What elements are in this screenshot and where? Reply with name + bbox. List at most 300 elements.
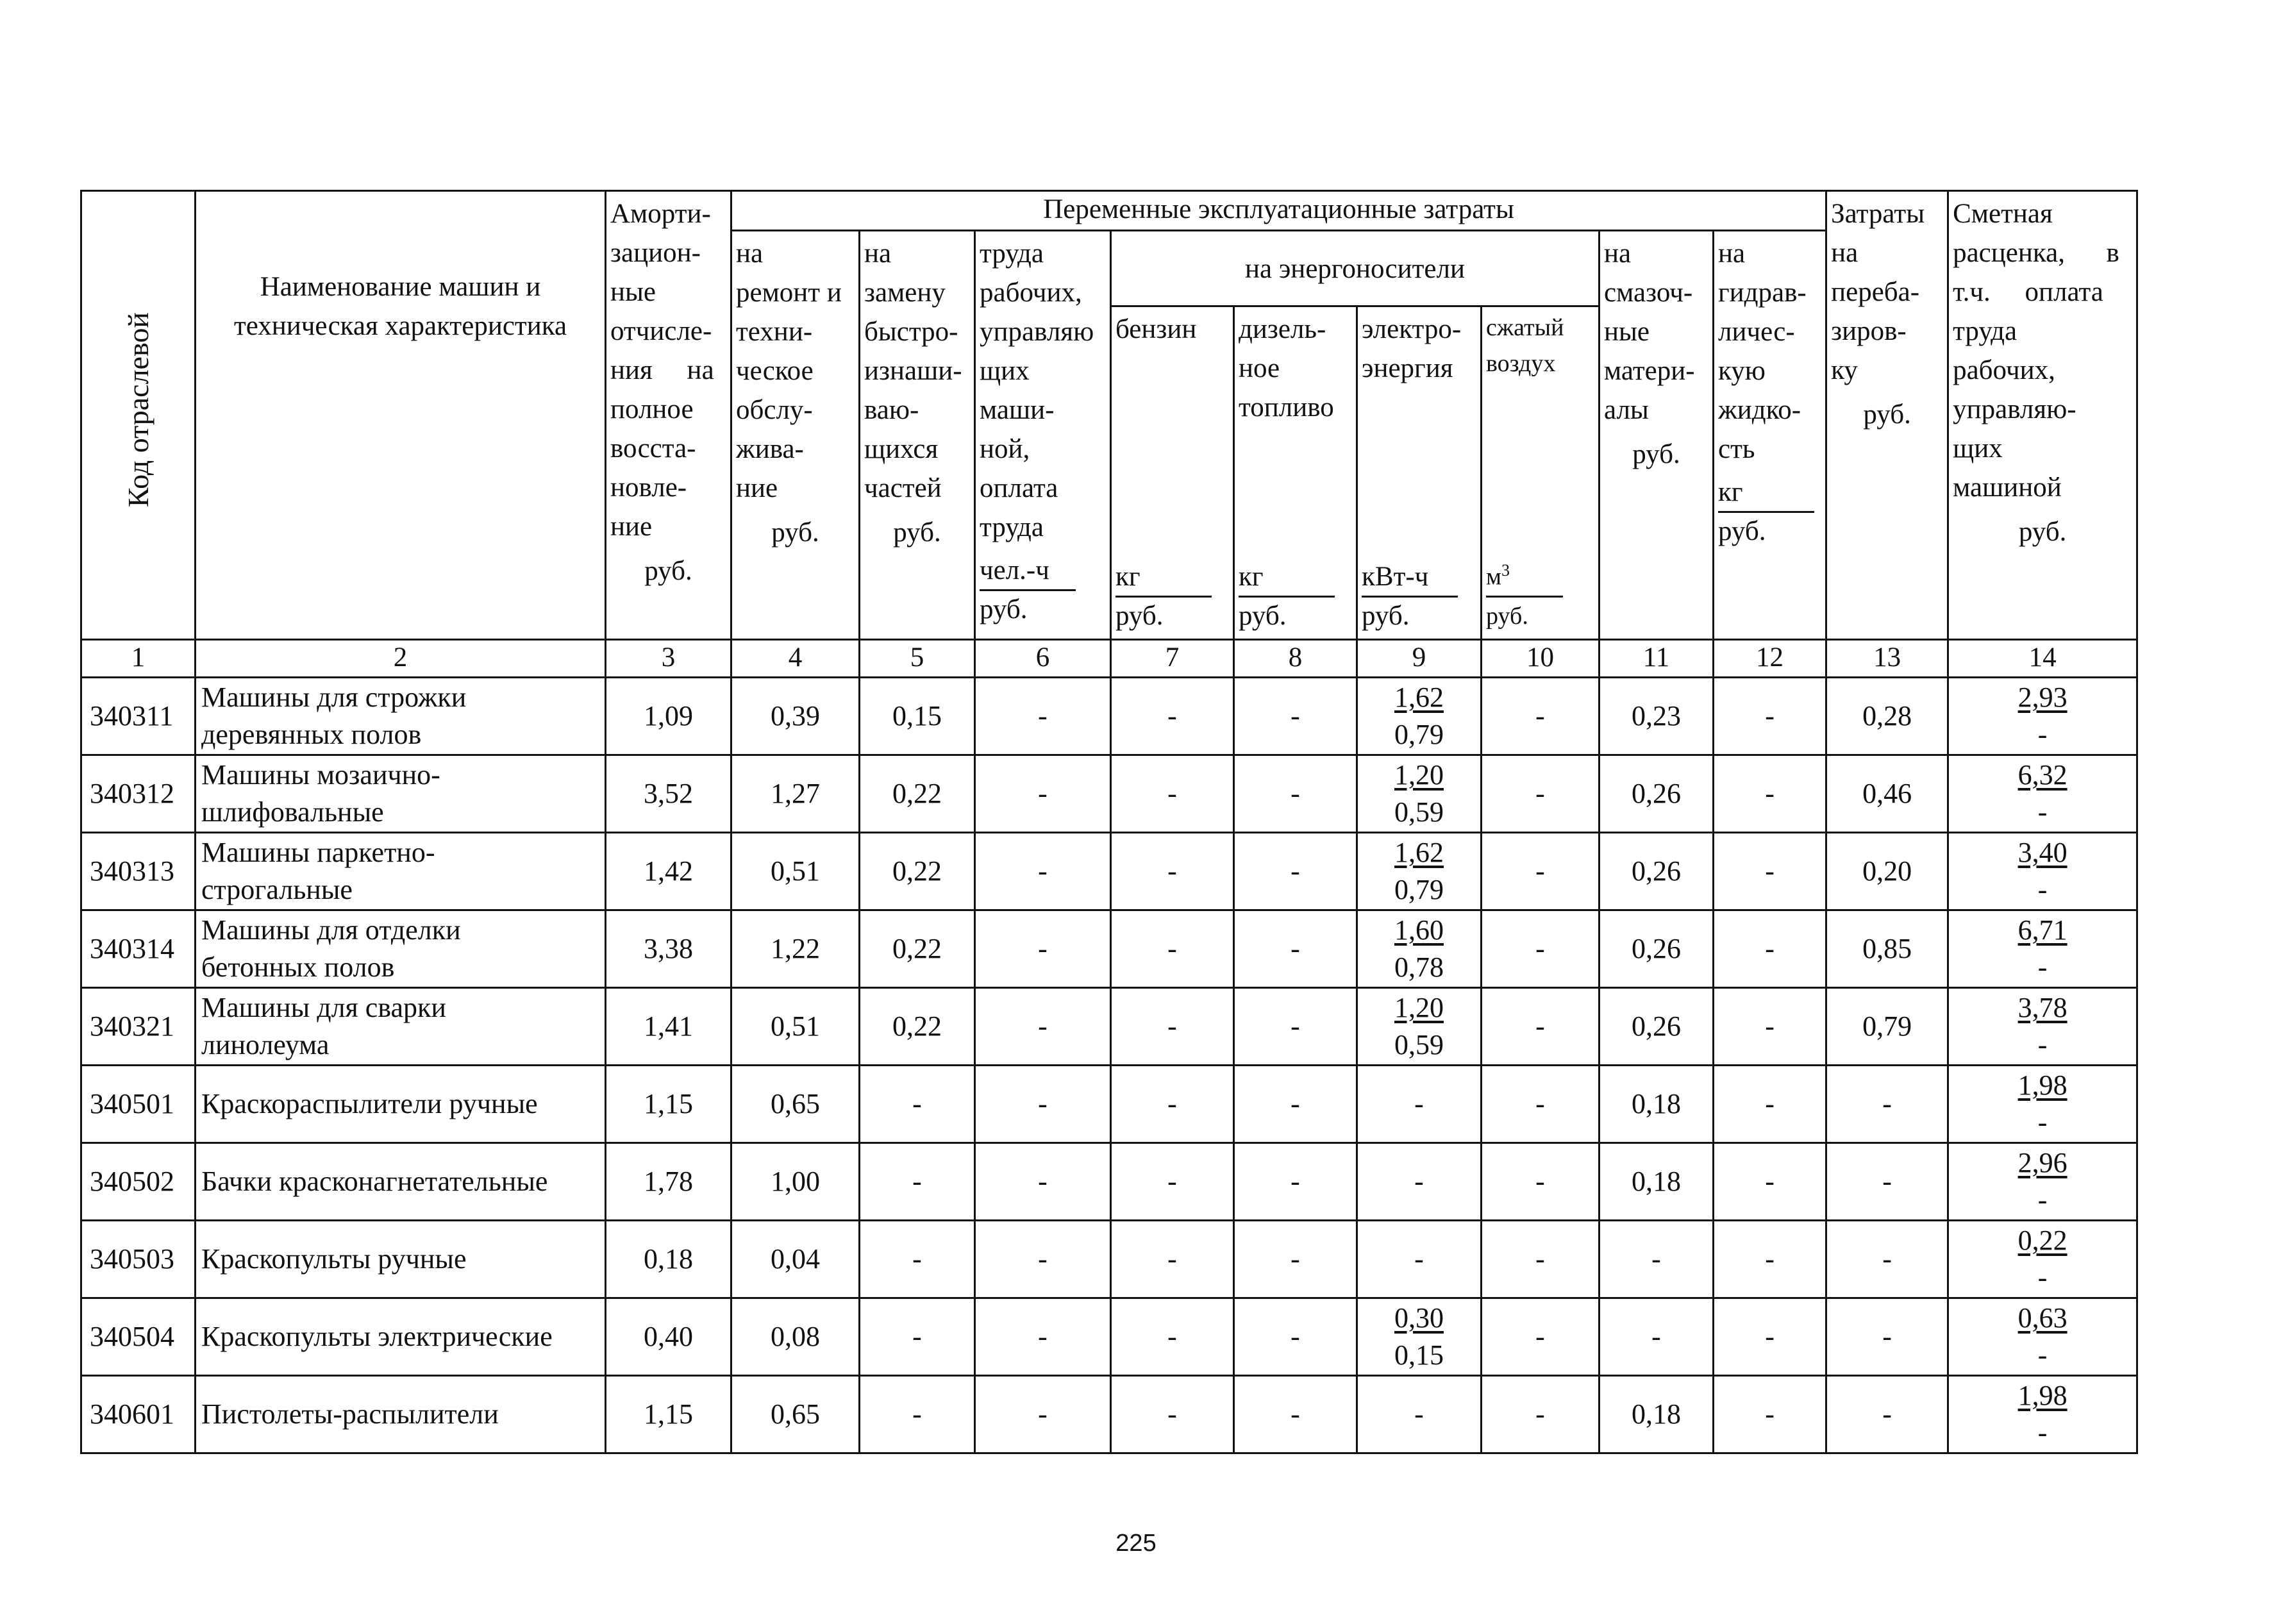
header-line: ремонт и (736, 278, 842, 308)
header-line: оплата (980, 473, 1058, 503)
unit-rub: руб. (2018, 517, 2067, 547)
cell-c11: 0,26 (1600, 910, 1714, 988)
cell-c14 (1948, 988, 2137, 1066)
unit-kg: кг руб. (1115, 558, 1212, 635)
cell-c12: - (1714, 755, 1826, 833)
header-line: на (864, 239, 892, 269)
cell-c13: - (1826, 1376, 1948, 1453)
header-transfer (1826, 191, 1948, 640)
fraction (2018, 912, 2067, 986)
header-line: ные (610, 277, 656, 307)
cell-c8: - (1234, 755, 1357, 833)
cell-c14 (1948, 1376, 2137, 1453)
cell-c8: - (1234, 1221, 1357, 1298)
header-lubricants-lines (1604, 234, 1708, 430)
cell-c12: - (1714, 1066, 1826, 1143)
machine-name-line: линолеума (201, 1029, 330, 1060)
cell-c9 (1357, 1298, 1482, 1376)
fraction-bottom: - (2037, 796, 2048, 828)
fraction-top: 1,60 (1394, 914, 1444, 946)
cell-c14 (1948, 1298, 2137, 1376)
column-number: 5 (860, 640, 975, 678)
cell-c4: 1,22 (731, 910, 860, 988)
fraction (2018, 1222, 2067, 1296)
machine-code: 340601 (81, 1376, 196, 1453)
header-repair (731, 231, 860, 640)
cell-c6: - (975, 1376, 1111, 1453)
fraction-top: 1,98 (2017, 1069, 2067, 1101)
header-electric-lines (1362, 310, 1476, 388)
fraction-top: 1,98 (2017, 1380, 2067, 1411)
cell-c8: - (1234, 988, 1357, 1066)
header-line: труда (980, 239, 1044, 269)
cell-c9: - (1357, 1066, 1482, 1143)
header-parts-lines (864, 234, 970, 508)
column-number: 12 (1714, 640, 1826, 678)
header-air-lines (1486, 310, 1594, 381)
header-petrol-label: бензин (1115, 314, 1197, 344)
cell-c9 (1357, 755, 1482, 833)
cell-c8: - (1234, 1143, 1357, 1221)
cell-c3: 1,15 (606, 1066, 731, 1143)
header-line: воздух (1486, 350, 1556, 377)
machine-name (196, 910, 606, 988)
header-line: отчисле- (610, 316, 712, 346)
cell-c14 (1948, 1143, 2137, 1221)
column-number: 11 (1600, 640, 1714, 678)
machine-name-line: Машины для сварки (201, 992, 446, 1023)
header-line: на (1718, 239, 1746, 269)
cell-c11: 0,26 (1600, 833, 1714, 910)
cell-c3: 3,38 (606, 910, 731, 988)
fraction (2018, 1067, 2067, 1141)
header-line: изнаши- (864, 356, 962, 386)
cell-c6: - (975, 678, 1111, 755)
cell-c9 (1357, 678, 1482, 755)
fraction (2018, 834, 2067, 908)
table-row (81, 1298, 2137, 1376)
cell-c8: - (1234, 833, 1357, 910)
header-line: на (1604, 239, 1632, 269)
header-lubricants (1600, 231, 1714, 640)
cell-c8: - (1234, 1298, 1357, 1376)
header-line: расценка, в (1953, 238, 2119, 268)
table-row (81, 833, 2137, 910)
machine-name (196, 1221, 606, 1298)
fraction-top: 2,96 (2017, 1147, 2067, 1178)
cell-c13: 0,28 (1826, 678, 1948, 755)
cell-c7: - (1111, 755, 1234, 833)
fraction-bottom: - (2037, 1417, 2048, 1448)
header-line: кую (1718, 356, 1766, 386)
header-line: новле- (610, 473, 687, 503)
cell-c7: - (1111, 988, 1234, 1066)
table-row (81, 678, 2137, 755)
machine-code: 340321 (81, 988, 196, 1066)
fraction-top: 0,22 (2017, 1225, 2067, 1256)
fraction-top: 6,71 (2017, 914, 2067, 946)
fraction (1394, 679, 1444, 753)
machine-name-line: деревянных полов (201, 719, 422, 750)
header-code-label: Код отраслевой (121, 312, 155, 508)
cell-c13: 0,79 (1826, 988, 1948, 1066)
header-name (196, 191, 606, 640)
header-line: смазоч- (1604, 278, 1693, 308)
column-number: 7 (1111, 640, 1234, 678)
cell-c4: 0,51 (731, 988, 860, 1066)
cell-c10: - (1482, 833, 1600, 910)
fraction-bottom: - (2037, 1107, 2048, 1138)
table-header (81, 191, 2137, 678)
cell-c9 (1357, 833, 1482, 910)
header-line: рабочих, (980, 278, 1082, 308)
machine-code: 340313 (81, 833, 196, 910)
header-hydraulic-lines (1718, 234, 1821, 469)
header-line: дизель- (1239, 314, 1326, 344)
machine-name-line: бетонных полов (201, 951, 395, 983)
header-line: замену (864, 278, 946, 308)
cell-c7: - (1111, 1221, 1234, 1298)
header-line: быстро- (864, 317, 958, 347)
unit-m3: $м^3$ руб. (1486, 552, 1563, 635)
header-line: личес- (1718, 317, 1795, 347)
cell-c14 (1948, 1221, 2137, 1298)
cell-c10: - (1482, 1143, 1600, 1221)
header-parts (860, 231, 975, 640)
fraction (2018, 1300, 2067, 1374)
machine-name-line: Краскопульты электрические (201, 1321, 553, 1352)
cell-c5: 0,22 (860, 988, 975, 1066)
cell-c7: - (1111, 1066, 1234, 1143)
fraction (2018, 1144, 2067, 1219)
fraction-bottom: 0,79 (1394, 719, 1444, 750)
machine-name (196, 678, 606, 755)
cell-c13: 0,85 (1826, 910, 1948, 988)
cell-c5: 0,22 (860, 755, 975, 833)
cell-c8: - (1234, 910, 1357, 988)
machine-name-line: Машины для строжки (201, 682, 467, 713)
cell-c9 (1357, 988, 1482, 1066)
cell-c13: - (1826, 1221, 1948, 1298)
cell-c3: 1,15 (606, 1376, 731, 1453)
header-variable-costs (731, 191, 1826, 231)
header-line: ние (736, 473, 778, 503)
cell-c10: - (1482, 1221, 1600, 1298)
column-number: 3 (606, 640, 731, 678)
fraction-bottom: 0,79 (1394, 874, 1444, 905)
unit-rub: руб. (893, 517, 941, 548)
machine-name (196, 833, 606, 910)
header-line: полное (610, 394, 694, 424)
table-row (81, 755, 2137, 833)
cell-c4: 0,04 (731, 1221, 860, 1298)
cell-c5: 0,22 (860, 833, 975, 910)
unit-kg: кг руб. (1239, 558, 1335, 635)
header-line: Сметная (1953, 199, 2053, 229)
machine-name-line: строгальные (201, 874, 353, 905)
unit-man-hour: чел.-ч руб. (980, 552, 1106, 628)
header-diesel (1234, 306, 1357, 640)
cell-c7: - (1111, 910, 1234, 988)
machine-name-line: Машины паркетно- (201, 837, 435, 868)
header-electric (1357, 306, 1482, 640)
cell-c14 (1948, 910, 2137, 988)
header-labor (975, 231, 1111, 640)
fraction-bottom: - (2037, 1339, 2048, 1371)
cell-c10: - (1482, 988, 1600, 1066)
machine-name (196, 1376, 606, 1453)
machine-cost-table-sheet (80, 190, 2136, 1454)
cell-c13: - (1826, 1143, 1948, 1221)
cell-c11: 0,18 (1600, 1376, 1714, 1453)
fraction-bottom: 0,59 (1394, 796, 1444, 828)
machine-code: 340501 (81, 1066, 196, 1143)
cell-c12: - (1714, 833, 1826, 910)
cell-c4: 0,08 (731, 1298, 860, 1376)
cell-c6: - (975, 910, 1111, 988)
machine-code: 340312 (81, 755, 196, 833)
cell-c12: - (1714, 988, 1826, 1066)
unit-rub: руб. (771, 517, 819, 548)
cell-c4: 1,27 (731, 755, 860, 833)
cell-c4: 1,00 (731, 1143, 860, 1221)
cell-c10: - (1482, 755, 1600, 833)
cell-c11: 0,26 (1600, 988, 1714, 1066)
cell-c8: - (1234, 1376, 1357, 1453)
machine-name (196, 1066, 606, 1143)
fraction (2018, 679, 2067, 753)
fraction-bottom: - (2037, 1262, 2048, 1293)
fraction (1394, 989, 1444, 1064)
header-line: сжатый (1486, 314, 1564, 341)
header-petrol (1111, 306, 1234, 640)
header-line: ческое (736, 356, 814, 386)
header-line: зиров- (1831, 316, 1907, 346)
header-labor-lines (980, 234, 1106, 547)
header-hydraulic (1714, 231, 1826, 640)
header-line: рабочих, (1953, 355, 2055, 385)
cell-c9: - (1357, 1376, 1482, 1453)
header-line: сть (1718, 434, 1755, 464)
unit-rub: руб. (1863, 399, 1911, 430)
fraction (2018, 989, 2067, 1064)
cell-c10: - (1482, 1298, 1600, 1376)
cell-c11: 0,23 (1600, 678, 1714, 755)
fraction-top: 1,62 (1394, 682, 1444, 713)
cell-c11: 0,26 (1600, 755, 1714, 833)
header-line: электро- (1362, 314, 1462, 344)
table-body (81, 678, 2137, 1453)
fraction-top: 1,62 (1394, 837, 1444, 868)
fraction-bottom: - (2037, 719, 2048, 750)
column-number: 9 (1357, 640, 1482, 678)
cell-c3: 3,52 (606, 755, 731, 833)
cell-c7: - (1111, 1143, 1234, 1221)
cell-c4: 0,51 (731, 833, 860, 910)
fraction-bottom: - (2037, 1029, 2048, 1060)
column-number: 14 (1948, 640, 2137, 678)
cell-c7: - (1111, 678, 1234, 755)
machine-name (196, 1143, 606, 1221)
cell-c5: - (860, 1066, 975, 1143)
header-line: техни- (736, 317, 813, 347)
cell-c4: 0,65 (731, 1376, 860, 1453)
cell-c13: 0,46 (1826, 755, 1948, 833)
cell-c13: - (1826, 1066, 1948, 1143)
machine-name (196, 755, 606, 833)
table-row (81, 910, 2137, 988)
table-row (81, 1376, 2137, 1453)
fraction-bottom: 0,59 (1394, 1029, 1444, 1060)
cell-c9 (1357, 910, 1482, 988)
header-line: жива- (736, 434, 804, 464)
header-estimate-lines (1953, 194, 2132, 507)
fraction-top: 1,20 (1394, 759, 1444, 791)
header-code (81, 191, 196, 640)
cell-c12: - (1714, 1221, 1826, 1298)
table-row (81, 1221, 2137, 1298)
fraction (2018, 1377, 2067, 1452)
cell-c6: - (975, 1066, 1111, 1143)
cell-c11: - (1600, 1298, 1714, 1376)
machine-code: 340311 (81, 678, 196, 755)
header-line: труда (1953, 316, 2017, 346)
cell-c12: - (1714, 1143, 1826, 1221)
cell-c5: - (860, 1376, 975, 1453)
cell-c5: - (860, 1298, 975, 1376)
machine-name-line: шлифовальные (201, 796, 384, 828)
unit-kwh: кВт-ч руб. (1362, 558, 1458, 635)
cell-c11: 0,18 (1600, 1066, 1714, 1143)
machine-name (196, 988, 606, 1066)
machine-cost-table (80, 190, 2138, 1454)
header-line: т.ч. оплата (1953, 277, 2103, 307)
fraction-bottom: - (2037, 951, 2048, 983)
cell-c10: - (1482, 1066, 1600, 1143)
header-line: восста- (610, 433, 696, 464)
cell-c14 (1948, 678, 2137, 755)
header-air (1482, 306, 1600, 640)
machine-name-line: Краскораспылители ручные (201, 1088, 538, 1119)
cell-c7: - (1111, 833, 1234, 910)
cell-c5: - (860, 1143, 975, 1221)
cell-c5: 0,22 (860, 910, 975, 988)
header-line: ной, (980, 434, 1030, 464)
cell-c9: - (1357, 1143, 1482, 1221)
cell-c3: 1,42 (606, 833, 731, 910)
fraction (1394, 834, 1444, 908)
column-number-row (81, 640, 2137, 678)
cell-c3: 1,78 (606, 1143, 731, 1221)
machine-name-line: Бачки красконагнетательные (201, 1166, 548, 1197)
column-number: 1 (81, 640, 196, 678)
cell-c12: - (1714, 678, 1826, 755)
header-line: Аморти- (610, 199, 711, 229)
fraction (1394, 757, 1444, 831)
header-repair-lines (736, 234, 855, 508)
header-line: ние (610, 512, 653, 542)
cell-c12: - (1714, 1298, 1826, 1376)
cell-c10: - (1482, 1376, 1600, 1453)
header-line: алы (1604, 395, 1649, 425)
cell-c4: 0,65 (731, 1066, 860, 1143)
header-line: ку (1831, 355, 1858, 385)
cell-c5: - (860, 1221, 975, 1298)
table-row (81, 988, 2137, 1066)
fraction-top: 3,78 (2017, 992, 2067, 1023)
cell-c14 (1948, 755, 2137, 833)
machine-code: 340504 (81, 1298, 196, 1376)
cell-c5: 0,15 (860, 678, 975, 755)
cell-c6: - (975, 833, 1111, 910)
cell-c3: 0,18 (606, 1221, 731, 1298)
cell-c6: - (975, 755, 1111, 833)
cell-c7: - (1111, 1376, 1234, 1453)
fraction-top: 2,93 (2017, 682, 2067, 713)
header-line: ваю- (864, 395, 919, 425)
header-line: ния на (610, 355, 714, 385)
header-line: ное (1239, 353, 1280, 383)
header-estimate (1948, 191, 2137, 640)
header-amortization-lines (610, 194, 726, 546)
cell-c6: - (975, 988, 1111, 1066)
fraction (1394, 1300, 1444, 1374)
cell-c14 (1948, 1066, 2137, 1143)
machine-name-line: Машины для отделки (201, 914, 461, 946)
header-line: на (736, 239, 764, 269)
fraction-bottom: 0,15 (1394, 1339, 1444, 1371)
cell-c3: 1,09 (606, 678, 731, 755)
header-line: зацион- (610, 238, 701, 268)
header-line: управляю- (1953, 394, 2076, 424)
cell-c8: - (1234, 1066, 1357, 1143)
fraction-top: 0,63 (2017, 1302, 2067, 1334)
header-line: щихся (864, 434, 939, 464)
cell-c11: 0,18 (1600, 1143, 1714, 1221)
column-number: 10 (1482, 640, 1600, 678)
column-number: 4 (731, 640, 860, 678)
column-number: 13 (1826, 640, 1948, 678)
header-line: обслу- (736, 395, 813, 425)
fraction-top: 1,20 (1394, 992, 1444, 1023)
column-number: 2 (196, 640, 606, 678)
header-line: частей (864, 473, 942, 503)
column-number: 8 (1234, 640, 1357, 678)
cell-c6: - (975, 1298, 1111, 1376)
cell-c13: - (1826, 1298, 1948, 1376)
fraction (1394, 912, 1444, 986)
header-transfer-lines (1831, 194, 1943, 390)
header-line: щих (980, 356, 1030, 386)
header-line: Затраты (1831, 199, 1925, 229)
machine-code: 340502 (81, 1143, 196, 1221)
machine-name-line: Краскопульты ручные (201, 1243, 467, 1275)
header-line: на (1831, 238, 1859, 268)
machine-name-line: Машины мозаично- (201, 759, 440, 791)
cell-c3: 0,40 (606, 1298, 731, 1376)
cell-c11: - (1600, 1221, 1714, 1298)
header-name-label: Наименование машин и техническая характеристика (233, 272, 567, 341)
machine-name (196, 1298, 606, 1376)
header-line: гидрав- (1718, 278, 1807, 308)
cell-c9: - (1357, 1221, 1482, 1298)
machine-code: 340503 (81, 1221, 196, 1298)
header-line: энергия (1362, 353, 1453, 383)
machine-name-line: Пистолеты-распылители (201, 1398, 499, 1430)
cell-c3: 1,41 (606, 988, 731, 1066)
header-line: маши- (980, 395, 1055, 425)
cell-c6: - (975, 1143, 1111, 1221)
